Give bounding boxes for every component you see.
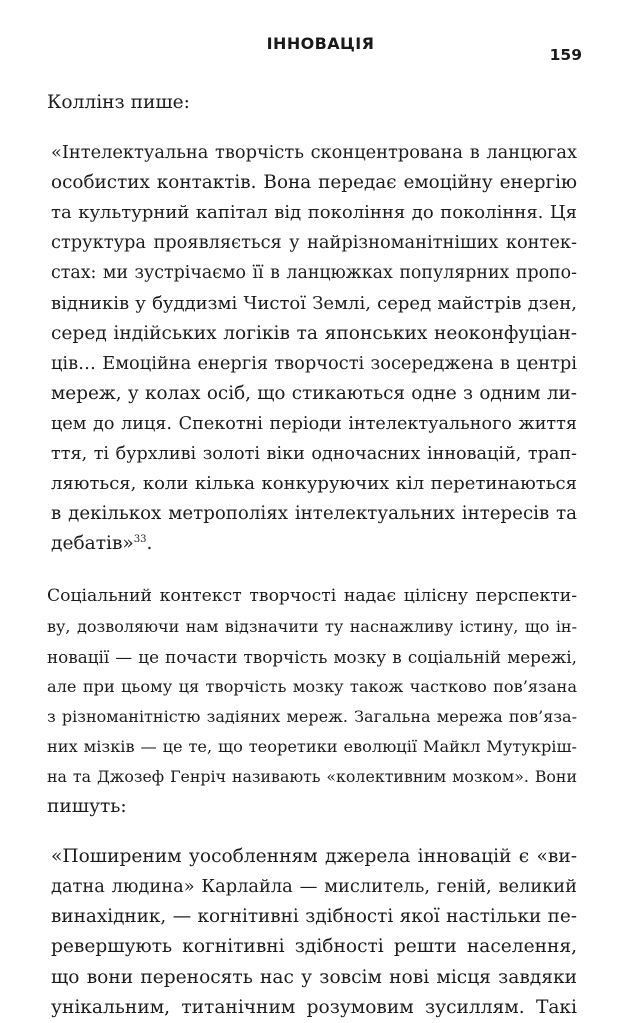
text-line: «Поширеним уособленням джерела інновацій є «ви- — [51, 846, 577, 868]
text-line: в декількох метрополіях інтелектуальних інтересів та — [51, 503, 577, 525]
body-paragraph — [47, 581, 577, 822]
page-text — [47, 88, 577, 1023]
page-number: 159 — [549, 46, 582, 64]
text-line: ців… Емоційна енергія творчості зосереджена в центрі — [51, 352, 577, 374]
text-line: Соціальний контекст творчості надає цілісну перспекти- — [47, 586, 577, 607]
quote-muthukrishna-henrich — [47, 842, 577, 1023]
text-line: них мізків — це те, що теоретики еволюції Майкл Мутукріш- — [47, 736, 577, 756]
footnote-marker: 33 — [133, 534, 147, 546]
text-line: та культурний капітал від покоління до покоління. Ця — [51, 202, 577, 224]
text-line: унікальним, титанічним розумовим зусиллям. Такі — [51, 996, 577, 1018]
text-line: мереж, у колах осіб, що стикаються одне з одним ли- — [51, 382, 577, 404]
text-line: структура проявляється у найрізноманітніших контек- — [51, 232, 577, 254]
text-line: датна людина» Карлайла — мислитель, геній, великий — [51, 876, 577, 898]
text-line: серед індійських логіків та японських неоконфуціан- — [51, 322, 577, 344]
running-head: ІННОВАЦІЯ — [266, 34, 375, 53]
text-line: новації — це почасти творчість мозку в соціальній мережі, — [47, 646, 577, 667]
text-line: ття, ті бурхливі золоті віки одночасних інновацій, трап- — [51, 444, 577, 465]
text-line: з різноманітністю задіяних мереж. Загальна мережа пов’яза- — [47, 706, 577, 726]
text-line: особистих контактів. Вона передає емоційну енергію — [51, 172, 577, 194]
intro-paragraph — [47, 88, 577, 118]
text-line: що вони переносять нас у зовсім нові місця завдяки — [51, 966, 577, 988]
text-line: дебатів»$^{33}$. — [51, 533, 153, 555]
text-line-content: дебатів» — [51, 533, 134, 555]
text-line: на та Джозеф Генріч називають «колективним мозком». Вони — [47, 766, 577, 786]
text-line: винахідник, — когнітивні здібності якої настільки пе- — [51, 906, 577, 928]
text-line: ревершують когнітивні здібності решти населення, — [51, 936, 577, 958]
text-line: ву, дозволяючи нам відзначити ту наснажливу істину, що ін- — [47, 616, 577, 636]
text-line: Коллінз пише: — [47, 92, 190, 113]
text-line: «Інтелектуальна творчість сконцентрована в ланцюгах — [51, 142, 577, 164]
text-line: пишуть: — [47, 796, 127, 818]
quote-collins — [47, 138, 577, 559]
text-line: але при цьому ця творчість мозку також частково пов’язана — [47, 676, 577, 696]
text-line: стах: ми зустрічаємо її в ланцюжках популярних пропо- — [51, 263, 577, 284]
text-line: цем до лиця. Спекотні періоди інтелектуального життя — [51, 413, 577, 434]
text-line: ляються, коли кілька конкуруючих кіл перетинаються — [51, 473, 577, 495]
text-line: відників у буддизмі Чистої Землі, серед майстрів дзен, — [51, 292, 577, 314]
